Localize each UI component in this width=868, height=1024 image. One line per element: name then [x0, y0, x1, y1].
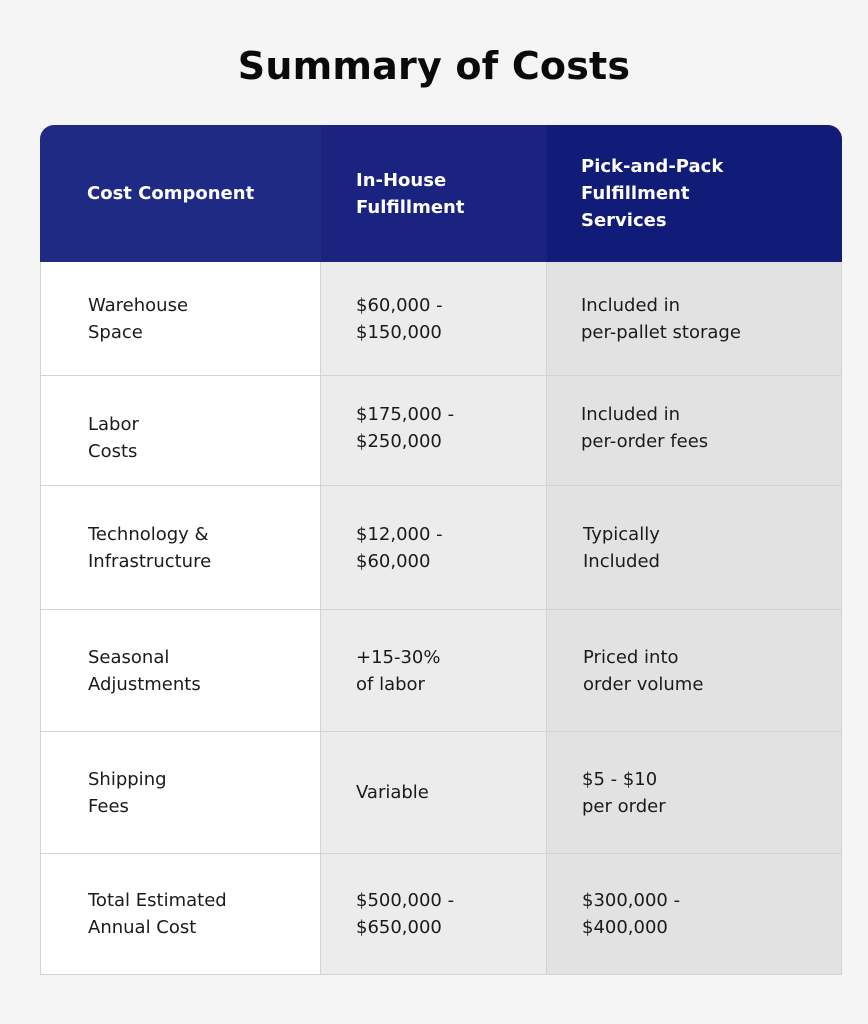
cell-component: Seasonal Adjustments — [41, 610, 321, 731]
cell-in-house: $60,000 - $150,000 — [321, 262, 547, 375]
cell-pick-pack: Included in per-pallet storage — [547, 262, 841, 375]
cell-in-house: $12,000 - $60,000 — [321, 486, 547, 609]
cell-in-house: +15-30% of labor — [321, 610, 547, 731]
table-header — [40, 125, 842, 262]
cell-component: Technology & Infrastructure — [41, 486, 321, 609]
cell-pick-pack: Included in per-order fees — [547, 376, 841, 485]
cell-pick-pack: Priced into order volume — [547, 610, 841, 731]
cell-pick-pack: $300,000 - $400,000 — [547, 854, 841, 974]
cell-pick-pack: Typically Included — [547, 486, 841, 609]
cell-in-house: Variable — [321, 732, 547, 853]
table-row — [41, 610, 841, 732]
header-cost-component: Cost Component — [40, 125, 321, 262]
cell-component: Warehouse Space — [41, 262, 321, 375]
table-row — [41, 376, 841, 486]
cell-in-house: $500,000 - $650,000 — [321, 854, 547, 974]
header-pick-pack: Pick-and-Pack Fulfillment Services — [547, 125, 842, 262]
cell-component: Shipping Fees — [41, 732, 321, 853]
cost-summary-table — [40, 125, 842, 975]
table-row — [41, 854, 841, 975]
table-body — [40, 262, 842, 975]
page-title: Summary of Costs — [237, 44, 631, 88]
cell-component: Labor Costs — [41, 376, 321, 485]
table-row — [41, 262, 841, 376]
table-row — [41, 732, 841, 854]
cell-component: Total Estimated Annual Cost — [41, 854, 321, 974]
cell-pick-pack: $5 - $10 per order — [547, 732, 841, 853]
cell-in-house: $175,000 - $250,000 — [321, 376, 547, 485]
table-row — [41, 486, 841, 610]
header-in-house: In-House Fulfillment — [321, 125, 547, 262]
